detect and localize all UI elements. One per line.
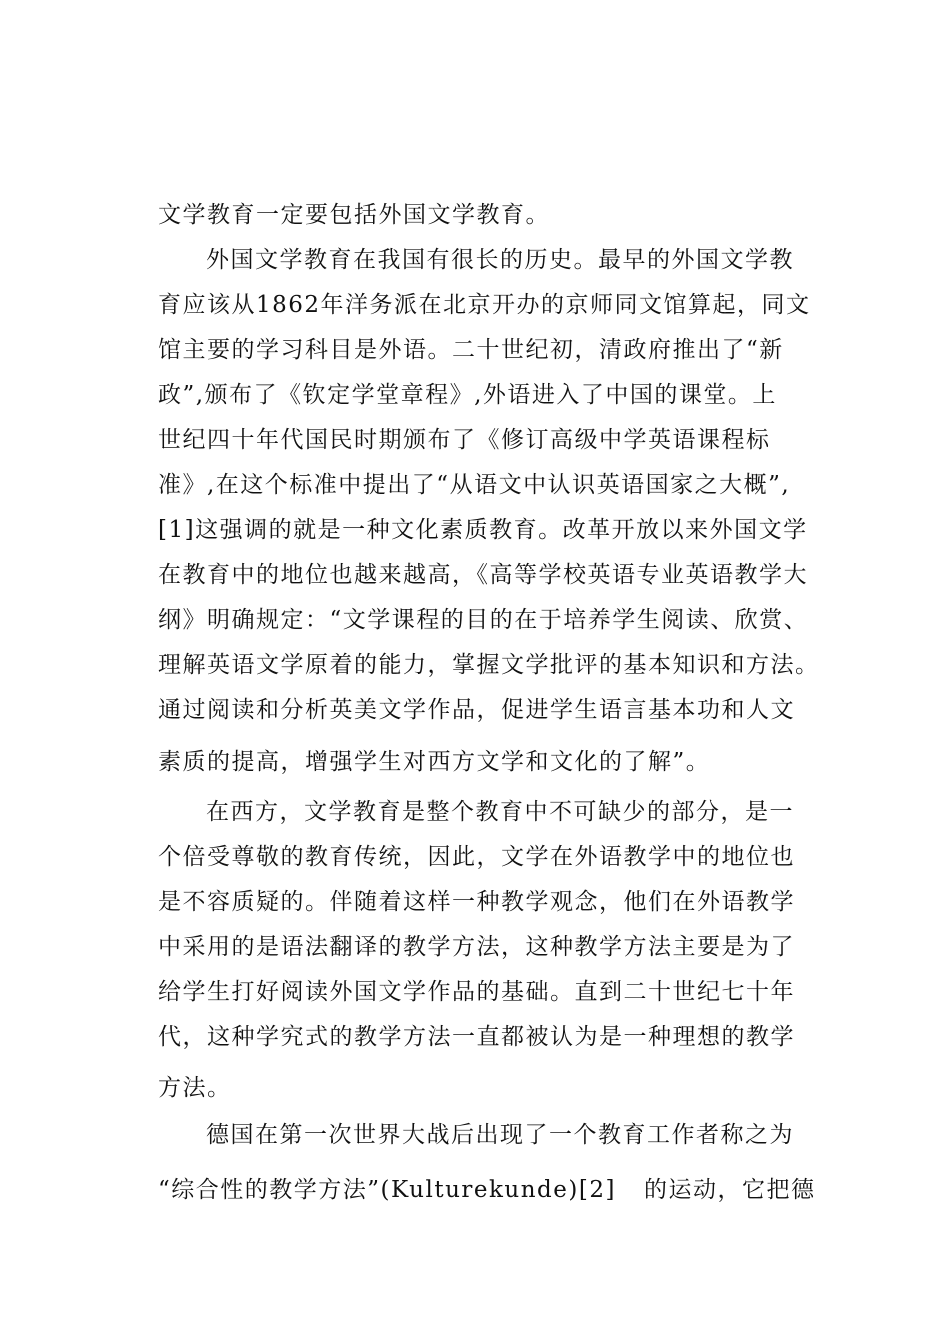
paragraph-start-line: 德国在第一次世界大战后出现了一个教育工作者称之为 bbox=[206, 1122, 794, 1148]
text-line: 纲》明确规定：“文学课程的目的在于培养学生阅读、欣赏、 bbox=[158, 607, 809, 633]
text-line-part: 的运动，它把德 bbox=[643, 1177, 816, 1203]
paragraph-start-line: 外国文学教育在我国有很长的历史。最早的外国文学教 bbox=[206, 247, 794, 273]
text-line: 育应该从1862年洋务派在北京开办的京师同文馆算起，同文 bbox=[158, 292, 811, 318]
text-line: 理解英语文学原着的能力，掌握文学批评的基本知识和方法。 bbox=[158, 652, 820, 678]
text-line: 政”,颁布了《钦定学堂章程》,外语进入了中国的课堂。上 bbox=[158, 382, 777, 408]
text-line: 个倍受尊敬的教育传统，因此，文学在外语教学中的地位也 bbox=[158, 844, 795, 870]
text-line: [1]这强调的就是一种文化素质教育。改革开放以来外国文学 bbox=[158, 517, 808, 543]
text-line: 文学教育一定要包括外国文学教育。 bbox=[158, 202, 550, 228]
text-line: 是不容质疑的。伴随着这样一种教学观念，他们在外语教学 bbox=[158, 889, 795, 915]
text-line: 世纪四十年代国民时期颁布了《修订高级中学英语课程标 bbox=[158, 427, 771, 453]
text-line: 中采用的是语法翻译的教学方法，这种教学方法主要是为了 bbox=[158, 934, 795, 960]
text-line: 方法。 bbox=[158, 1075, 232, 1101]
text-line-part: “综合性的教学方法”(Kulturekunde)[2] bbox=[158, 1177, 616, 1203]
text-line: 准》,在这个标准中提出了“从语文中认识英语国家之大概”, bbox=[158, 472, 791, 498]
text-line: 在教育中的地位也越来越高，《高等学校英语专业英语教学大 bbox=[158, 562, 808, 588]
text-line: 代，这种学究式的教学方法一直都被认为是一种理想的教学 bbox=[158, 1024, 795, 1050]
text-line: 馆主要的学习科目是外语。二十世纪初，清政府推出了“新 bbox=[158, 337, 784, 363]
text-line: 通过阅读和分析英美文学作品，促进学生语言基本功和人文 bbox=[158, 697, 795, 723]
text-line bbox=[158, 1170, 838, 1210]
paragraph-start-line: 在西方，文学教育是整个教育中不可缺少的部分，是一 bbox=[206, 799, 794, 825]
text-line: 素质的提高，增强学生对西方文学和文化的了解”。 bbox=[158, 749, 711, 775]
text-line: 给学生打好阅读外国文学作品的基础。直到二十世纪七十年 bbox=[158, 979, 795, 1005]
